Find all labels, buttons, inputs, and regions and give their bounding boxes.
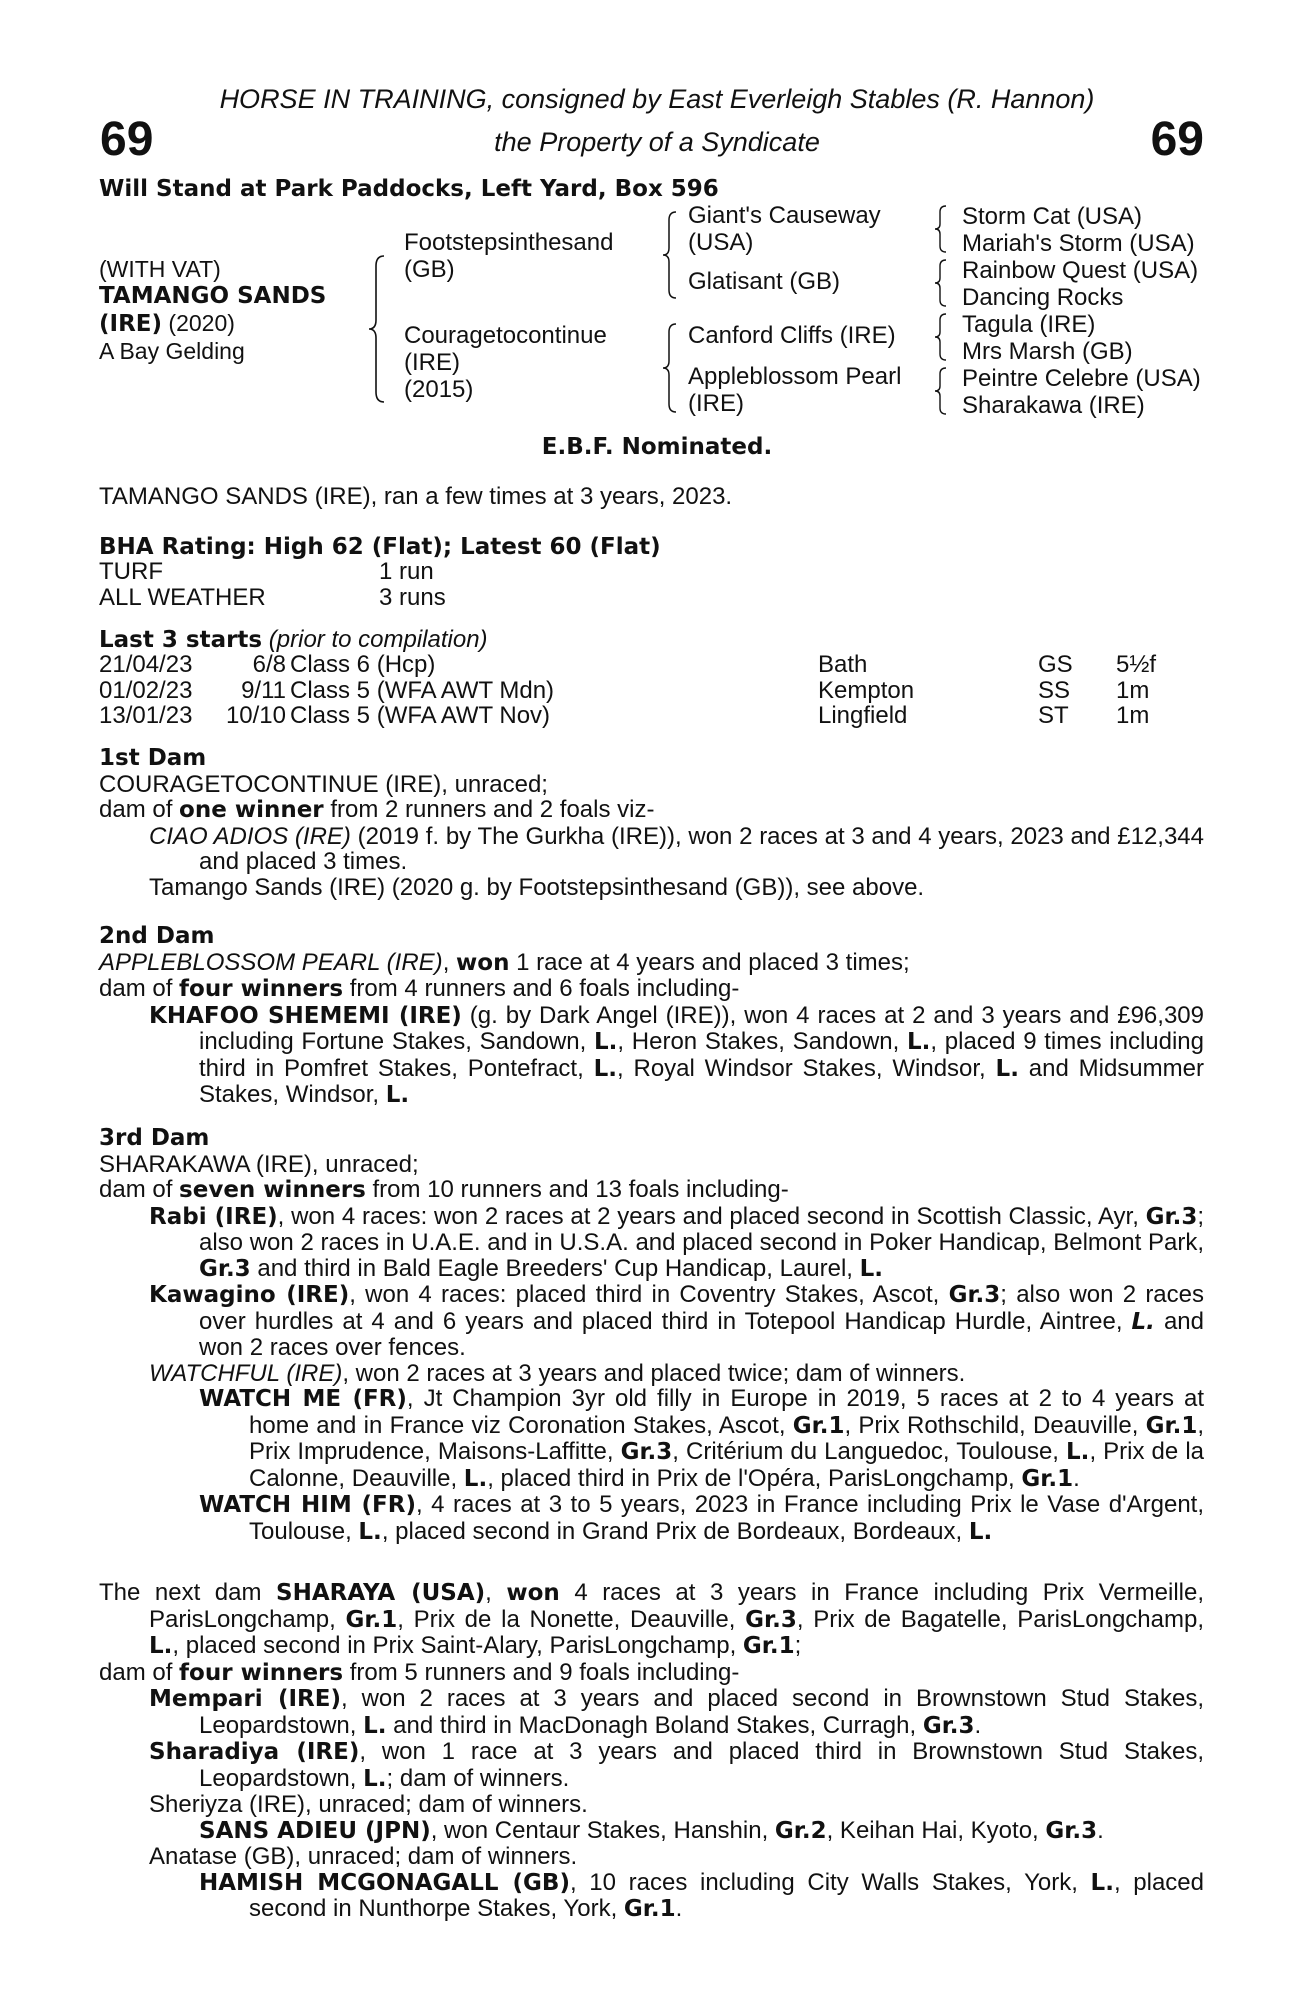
second-dam-line: APPLEBLOSSOM PEARL (IRE), won 1 race at 4 years and placed 3 times;: [99, 948, 910, 976]
group-mark: Gr.1: [1021, 1465, 1074, 1492]
dam-name: APPLEBLOSSOM PEARL (IRE): [99, 948, 443, 976]
text: , Prix de la Calonne, Deauville,: [249, 1438, 1204, 1492]
sire-sire-country: (USA): [688, 229, 754, 256]
next-dam-produce: [99, 1660, 1204, 1687]
winners-count: seven winners: [179, 1177, 366, 1203]
text: ; also won 2 races over hurdles at 4 and 6 years and placed third in Totepool Handicap Hurdle, Aintree,: [199, 1281, 1205, 1335]
grand-produce-entry: [99, 1386, 1204, 1492]
text: from 2 runners and 2 foals viz-: [323, 796, 655, 823]
dam-dam-country: (IRE): [688, 390, 744, 417]
sire-name: Footstepsinthesand: [404, 229, 614, 256]
text: dam of: [99, 975, 180, 1002]
dam-name: SHARAYA (USA): [276, 1580, 486, 1606]
sire-dam-brace: [366, 254, 390, 404]
text: , placed third in Prix de l'Opéra, ParisLongchamp,: [487, 1464, 1022, 1492]
start-position: 6/8: [252, 651, 286, 678]
second-dam-produce: [99, 976, 1204, 1003]
dam-dam: [688, 363, 901, 417]
listed-mark: L.: [385, 1082, 410, 1108]
produce-name: WATCH ME (FR): [199, 1386, 407, 1412]
text: , Prix Rothschild, Deauville,: [844, 1411, 1146, 1439]
grand-produce-entry: [99, 1818, 1204, 1845]
won-label: won: [456, 949, 510, 976]
last-starts-heading: [99, 626, 488, 654]
text: .: [1073, 1464, 1080, 1492]
third-dam-heading: 3rd Dam: [99, 1125, 210, 1151]
produce-name: Kawagino (IRE): [149, 1282, 350, 1308]
start-date-col: [99, 652, 192, 729]
listed-mark: L.: [358, 1518, 382, 1545]
start-date: 13/01/23: [99, 702, 193, 730]
dam-dam-name: Appleblossom Pearl: [688, 363, 902, 390]
text: from 4 runners and 6 foals including-: [343, 975, 740, 1002]
start-date: 01/02/23: [99, 676, 193, 704]
listed-mark: L.: [363, 1712, 387, 1739]
listed-mark: L.: [907, 1029, 931, 1055]
dam: [404, 322, 607, 403]
group-mark: Gr.2: [774, 1817, 827, 1844]
group-mark: Gr.1: [623, 1896, 676, 1922]
produce-name: Mempari (IRE): [149, 1686, 341, 1712]
text: , Prix de Bagatelle, ParisLongchamp,: [796, 1605, 1204, 1633]
produce-name: Sharadiya (IRE): [149, 1739, 360, 1765]
group-mark: Gr.1: [792, 1412, 845, 1439]
listed-mark: L.: [363, 1765, 387, 1792]
horse-description: A Bay Gelding: [99, 338, 245, 364]
group-mark: Gr.1: [742, 1633, 795, 1659]
listed-mark: L.: [859, 1255, 884, 1282]
group-mark: Gr.3: [1145, 1203, 1198, 1230]
first-dam-section: [99, 746, 1204, 900]
dam-country: (IRE): [404, 349, 460, 376]
text: (2019 f. by The Gurkha (IRE)), won 2 races at 3 and 4 years, 2023 and £12,344 and placed 3 times.: [199, 822, 1205, 875]
start-going: ST: [1038, 702, 1069, 730]
rating-runs-col: [379, 559, 446, 610]
start-position: 10/10: [225, 702, 286, 730]
horse-country: (IRE): [99, 311, 163, 337]
text: , won 2 races at 3 years and placed second in Brownstown Stud Stakes, Leopardstown,: [199, 1685, 1204, 1739]
listed-mark: L.: [594, 1029, 618, 1055]
rating-surface: ALL WEATHER: [99, 583, 266, 611]
ancestor-ddd: Sharakawa (IRE): [962, 392, 1145, 419]
produce-entry: [99, 1686, 1204, 1739]
start-course: Lingfield: [818, 702, 908, 730]
produce-name: Rabi (IRE): [149, 1203, 278, 1230]
vat-label: (WITH VAT): [99, 256, 221, 282]
brace-3: [932, 312, 950, 362]
won-label: won: [506, 1580, 560, 1606]
last-starts-title: Last 3 starts: [99, 627, 263, 653]
text: , placed second in Prix Saint-Alary, ParisLongchamp,: [172, 1632, 743, 1659]
ancestor-dsd: Mrs Marsh (GB): [962, 338, 1133, 365]
start-distance: 1m: [1116, 702, 1150, 730]
text: , Prix Imprudence, Maisons-Laffitte,: [249, 1411, 1204, 1465]
group-mark: Gr.3: [922, 1712, 975, 1739]
sire-country: (GB): [404, 256, 455, 283]
listed-mark: L.: [149, 1633, 173, 1659]
produce-name: CIAO ADIOS (IRE): [149, 822, 351, 850]
catalogue-header: HORSE IN TRAINING, consigned by East Everleigh Stables (R. Hannon): [219, 84, 1095, 114]
sire-line-brace: [660, 210, 682, 300]
horse-name: TAMANGO SANDS: [99, 283, 327, 309]
text: and Midsummer Stakes, Windsor,: [199, 1054, 1204, 1108]
text: , Prix de la Nonette, Deauville,: [397, 1605, 746, 1633]
text: , Keihan Hai, Kyoto,: [826, 1816, 1046, 1844]
race-summary: TAMANGO SANDS (IRE), ran a few times at 3 years, 2023.: [99, 483, 733, 510]
text: .: [1097, 1816, 1104, 1844]
group-mark: Gr.3: [948, 1282, 1001, 1308]
listed-mark: L.: [995, 1055, 1019, 1082]
text: ;: [794, 1632, 802, 1659]
text: .: [675, 1895, 683, 1922]
sire-dam: Glatisant (GB): [688, 268, 841, 295]
text: 4 races at 3 years in France including Prix Vermeille, ParisLongchamp,: [149, 1579, 1204, 1633]
dam-sire: Canford Cliffs (IRE): [688, 322, 896, 349]
start-course: Kempton: [818, 676, 915, 704]
produce-entry: [99, 1204, 1204, 1283]
third-generation: [962, 203, 1201, 419]
horse-name-line2: [99, 310, 326, 338]
text: 1 race at 4 years and placed 3 times;: [509, 948, 910, 976]
text: , placed second in Nunthorpe Stakes, York,: [249, 1868, 1205, 1922]
ancestor-dds: Peintre Celebre (USA): [962, 365, 1201, 392]
text: , won 1 race at 3 years and placed third in Brownstown Stud Stakes, Leopardstown,: [199, 1738, 1204, 1792]
third-dam-section: [99, 1126, 1204, 1545]
group-mark: Gr.3: [745, 1606, 797, 1633]
produce-entry: Anatase (GB), unraced; dam of winners.: [149, 1843, 578, 1870]
group-mark: Gr.1: [345, 1606, 398, 1633]
start-race-col: [290, 652, 554, 729]
rating-surface-col: [99, 559, 266, 610]
produce-entry: [99, 1003, 1204, 1109]
dam-line-brace: [660, 322, 682, 414]
text: , Jt Champion 3yr old filly in Europe in 2019, 5 races at 2 to 4 years at home and in France viz Coronation Stakes, Ascot,: [249, 1385, 1205, 1439]
produce-entry: [99, 1361, 1204, 1387]
start-race: Class 5 (WFA AWT Mdn): [290, 676, 555, 704]
listed-mark: L.: [1131, 1308, 1155, 1335]
second-dam-section: [99, 924, 1204, 1109]
produce-entry: Tamango Sands (IRE) (2020 g. by Footstepsinthesand (GB)), see above.: [149, 873, 925, 901]
brace-1: [932, 204, 950, 254]
text: dam of: [99, 1176, 180, 1203]
sire-sire-name: Giant's Causeway: [688, 202, 881, 229]
start-distance: 5½f: [1116, 651, 1157, 678]
first-dam-produce: [99, 797, 1204, 824]
brace-2: [932, 258, 950, 308]
group-mark: Gr.1: [1145, 1412, 1198, 1439]
start-race: Class 6 (Hcp): [290, 651, 436, 678]
third-dam-line: SHARAKAWA (IRE), unraced;: [99, 1150, 419, 1178]
text: , Royal Windsor Stakes, Windsor,: [617, 1054, 996, 1082]
text: , 4 races at 3 to 5 years, 2023 in France including Prix le Vase d'Argent, Toulouse,: [249, 1491, 1205, 1545]
text: ; also won 2 races in U.A.E. and in U.S.A. and placed second in Poker Handicap, Belmont Park,: [199, 1202, 1205, 1256]
produce-entry: [99, 824, 1204, 875]
first-dam-heading: 1st Dam: [99, 745, 207, 771]
horse-year: (2020): [162, 310, 235, 336]
stand-location: Will Stand at Park Paddocks, Left Yard, Box 596: [99, 176, 719, 202]
start-course: Bath: [818, 651, 868, 678]
listed-mark: L.: [968, 1518, 993, 1545]
next-dam-section: [99, 1580, 1204, 1923]
text: and won 2 races over fences.: [199, 1307, 1204, 1361]
ancestor-sss: Storm Cat (USA): [962, 203, 1143, 230]
text: , Critérium du Languedoc, Toulouse,: [672, 1438, 1067, 1465]
produce-name: WATCHFUL (IRE): [149, 1359, 343, 1387]
lot-number-right: 69: [1150, 113, 1204, 166]
start-going-col: [1038, 652, 1073, 729]
grand-produce-entry: [99, 1870, 1204, 1923]
text: , placed second in Grand Prix de Bordeaux, Bordeaux,: [381, 1517, 969, 1545]
winners-count: one winner: [179, 797, 324, 823]
group-mark: Gr.3: [199, 1255, 251, 1282]
brace-4: [932, 366, 950, 416]
produce-entry: Sheriyza (IRE), unraced; dam of winners.: [149, 1791, 588, 1818]
ancestor-sds: Rainbow Quest (USA): [962, 257, 1199, 284]
text: ; dam of winners.: [386, 1764, 570, 1792]
text: and third in MacDonagh Boland Stakes, Curragh,: [386, 1711, 923, 1739]
produce-entry: [99, 1739, 1204, 1792]
start-distance: 1m: [1116, 676, 1150, 704]
bha-rating: BHA Rating: High 62 (Flat); Latest 60 (Flat): [99, 534, 661, 560]
lot-number-left: 69: [100, 113, 154, 166]
text: , won Centaur Stakes, Hanshin,: [430, 1816, 775, 1844]
text: , 10 races including City Walls Stakes, York,: [569, 1868, 1091, 1896]
sire: [404, 229, 613, 283]
rating-runs: 3 runs: [379, 583, 446, 611]
property-line: the Property of a Syndicate: [494, 127, 820, 157]
horse-identity: [99, 256, 326, 365]
group-mark: Gr.3: [1045, 1817, 1098, 1844]
start-position: 9/11: [241, 676, 286, 704]
text: , placed 9 times including third in Pomfret Stakes, Pontefract,: [199, 1028, 1205, 1082]
produce-name: SANS ADIEU (JPN): [199, 1817, 431, 1844]
produce-name: KHAFOO SHEMEMI (IRE): [149, 1002, 462, 1029]
ebf-nominated: E.B.F. Nominated.: [541, 434, 773, 460]
text: , won 2 races at 3 years and placed twice; dam of winners.: [342, 1359, 966, 1387]
ancestor-ssd: Mariah's Storm (USA): [962, 230, 1195, 257]
group-mark: Gr.3: [620, 1439, 673, 1465]
winners-count: four winners: [179, 1659, 344, 1686]
text: from 10 runners and 13 foals including-: [365, 1176, 789, 1203]
start-pos-col: [206, 652, 286, 729]
listed-mark: L.: [593, 1055, 617, 1082]
start-distance-col: [1116, 652, 1156, 729]
start-going: SS: [1038, 676, 1071, 704]
rating-surface: TURF: [99, 558, 163, 585]
dam-name: Couragetocontinue: [404, 322, 607, 349]
first-dam-line: COURAGETOCONTINUE (IRE), unraced;: [99, 770, 548, 798]
produce-name: HAMISH MCGONAGALL (GB): [199, 1869, 570, 1896]
grand-produce-entry: [99, 1492, 1204, 1545]
produce-entry: [99, 1282, 1204, 1361]
text: from 5 runners and 9 foals including-: [343, 1658, 740, 1686]
text: dam of: [99, 1658, 180, 1686]
dam-year: (2015): [404, 376, 474, 403]
listed-mark: L.: [463, 1465, 488, 1492]
start-course-col: [818, 652, 914, 729]
rating-runs: 1 run: [379, 558, 434, 585]
ancestor-sdd: Dancing Rocks: [962, 284, 1124, 311]
start-date: 21/04/23: [99, 651, 193, 678]
listed-mark: L.: [1066, 1439, 1090, 1465]
text: (g. by Dark Angel (IRE)), won 4 races at 2 and 3 years and £96,309 including Fortune Stakes, Sandown,: [199, 1001, 1204, 1055]
second-dam-heading: 2nd Dam: [99, 923, 215, 949]
winners-count: four winners: [179, 976, 344, 1002]
text: , won 4 races: won 2 races at 2 years and placed second in Scottish Classic, Ayr,: [277, 1202, 1146, 1230]
sire-sire: [688, 202, 881, 256]
ancestor-dss: Tagula (IRE): [962, 311, 1096, 338]
start-race: Class 5 (WFA AWT Nov): [290, 702, 551, 730]
text: and third in Bald Eagle Breeders' Cup Handicap, Laurel,: [250, 1254, 860, 1282]
text: The next dam: [99, 1579, 277, 1606]
text: , Heron Stakes, Sandown,: [617, 1028, 908, 1055]
listed-mark: L.: [1090, 1869, 1114, 1896]
last-starts-note: (prior to compilation): [268, 626, 488, 653]
produce-name: WATCH HIM (FR): [199, 1492, 416, 1518]
start-going: GS: [1038, 651, 1073, 678]
third-dam-produce: [99, 1177, 1204, 1204]
text: , won 4 races: placed third in Coventry Stakes, Ascot,: [349, 1281, 949, 1308]
text: .: [974, 1711, 982, 1739]
next-dam-line: The next dam SHARAYA (USA), won 4 races at 3 years in France including Prix Vermeille, ParisLongchamp, Gr.1, Prix de la Nonette, Deauville, Gr.3, Prix de Bagatelle, ParisLongchamp, L., placed second in Prix Saint-Alary, ParisLongchamp, Gr.1;: [99, 1579, 1204, 1659]
text: dam of: [99, 796, 180, 823]
